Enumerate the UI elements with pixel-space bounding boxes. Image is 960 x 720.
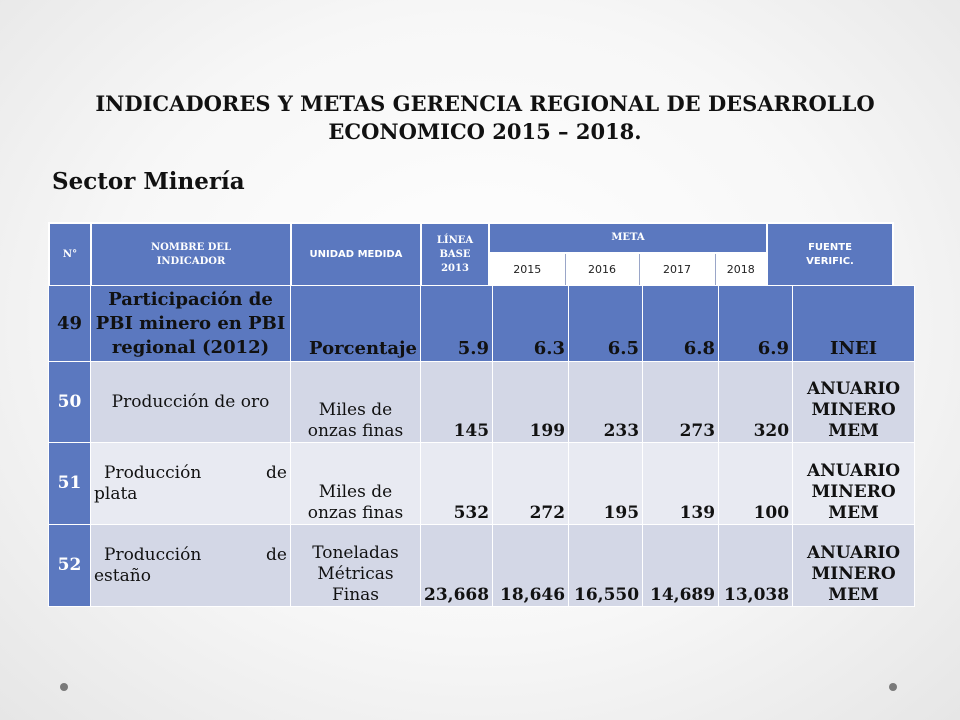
indicator-name-line-2: estaño xyxy=(94,565,151,586)
baseline-value: 23,668 xyxy=(421,525,493,607)
indicator-table-body xyxy=(48,285,915,607)
target-2015: 199 xyxy=(493,362,569,443)
table-row xyxy=(49,525,915,607)
unit-of-measure xyxy=(291,443,421,525)
source-line-3: MEM xyxy=(828,421,879,441)
target-2018: 13,038 xyxy=(719,525,793,607)
right-decorative-dot xyxy=(889,683,897,691)
source-line-2: MINERO xyxy=(811,482,896,502)
header-indicator-name xyxy=(91,223,291,286)
title-line-1: INDICADORES Y METAS GERENCIA REGIONAL DE DESARROLLO xyxy=(95,91,875,116)
indicator-name xyxy=(91,525,291,607)
header-source-line-1: FUENTE xyxy=(808,241,852,253)
indicator-name-line-2: PBI minero en PBI xyxy=(95,312,286,334)
source-line-3: MEM xyxy=(828,503,879,523)
row-number: 51 xyxy=(49,443,91,525)
row-number: 50 xyxy=(49,362,91,443)
table-row xyxy=(49,362,915,443)
source-line-3: MEM xyxy=(828,585,879,605)
unit-line-2: onzas finas xyxy=(307,503,404,523)
unit-line-1: Miles de xyxy=(318,482,393,502)
indicator-name xyxy=(91,443,291,525)
baseline-value: 145 xyxy=(421,362,493,443)
source-line-2: MINERO xyxy=(811,400,896,420)
target-2016: 6.5 xyxy=(569,286,643,362)
target-2017: 273 xyxy=(643,362,719,443)
indicator-name-line-3: regional (2012) xyxy=(111,336,270,358)
header-base-line-1: LÍNEA xyxy=(436,234,474,246)
indicator-name-word-1: Producción xyxy=(104,544,202,565)
target-2016: 233 xyxy=(569,362,643,443)
verification-source xyxy=(793,525,915,607)
target-2017: 139 xyxy=(643,443,719,525)
header-base-line-3: 2013 xyxy=(441,262,469,274)
title-line-2: ECONOMICO 2015 – 2018. xyxy=(328,119,642,144)
target-2018: 320 xyxy=(719,362,793,443)
indicator-name-line-1: Participación de xyxy=(108,288,273,310)
target-2016: 16,550 xyxy=(569,525,643,607)
header-name-line-1: NOMBRE DEL xyxy=(150,241,232,253)
header-meta: META xyxy=(489,223,767,253)
unit-of-measure xyxy=(291,362,421,443)
unit-line-2: onzas finas xyxy=(307,421,404,441)
indicator-name: Producción de oro xyxy=(91,362,291,443)
verification-source xyxy=(793,443,915,525)
header-source-line-2: VERIFIC. xyxy=(806,255,854,267)
target-2017: 14,689 xyxy=(643,525,719,607)
indicator-name-word-1: Producción xyxy=(104,462,202,483)
table-row xyxy=(49,443,915,525)
unit-line-1: Toneladas xyxy=(312,543,399,563)
target-2015: 272 xyxy=(493,443,569,525)
left-decorative-dot xyxy=(60,683,68,691)
source-line-1: ANUARIO xyxy=(807,543,901,563)
indicator-name-word-2: de xyxy=(266,462,287,483)
baseline-value: 532 xyxy=(421,443,493,525)
target-2017: 6.8 xyxy=(643,286,719,362)
row-number: 52 xyxy=(49,525,91,607)
header-base-line-2: BASE xyxy=(439,248,471,260)
page-title xyxy=(60,90,910,146)
target-2018: 6.9 xyxy=(719,286,793,362)
unit-line-3: Finas xyxy=(331,585,380,605)
unit-line-2: Métricas xyxy=(317,564,394,584)
header-unit: UNIDAD MEDIDA xyxy=(291,223,421,286)
indicator-name-line-1 xyxy=(94,463,287,484)
target-2015: 6.3 xyxy=(493,286,569,362)
indicator-name-line-1 xyxy=(94,545,287,566)
row-number: 49 xyxy=(49,286,91,362)
unit-line-1: Miles de xyxy=(318,400,393,420)
header-name-line-2: INDICADOR xyxy=(156,255,226,267)
source-line-1: ANUARIO xyxy=(807,461,901,481)
header-year-2016: 2016 xyxy=(565,253,639,286)
header-year-2017: 2017 xyxy=(639,253,715,286)
indicator-name-line-2: plata xyxy=(94,483,138,504)
indicator-table-header xyxy=(48,222,894,287)
section-subtitle: Sector Minería xyxy=(52,168,245,195)
unit-of-measure: Porcentaje xyxy=(291,286,421,362)
header-year-2018: 2018 xyxy=(715,253,767,286)
header-source xyxy=(767,223,893,286)
table-row xyxy=(49,286,915,362)
unit-of-measure xyxy=(291,525,421,607)
verification-source xyxy=(793,362,915,443)
target-2018: 100 xyxy=(719,443,793,525)
indicator-name-word-2: de xyxy=(266,544,287,565)
indicator-name xyxy=(91,286,291,362)
source-line-2: MINERO xyxy=(811,564,896,584)
target-2016: 195 xyxy=(569,443,643,525)
header-baseline xyxy=(421,223,489,286)
header-year-2015: 2015 xyxy=(489,253,565,286)
baseline-value: 5.9 xyxy=(421,286,493,362)
verification-source: INEI xyxy=(793,286,915,362)
header-num: N° xyxy=(49,223,91,286)
source-line-1: ANUARIO xyxy=(807,379,901,399)
target-2015: 18,646 xyxy=(493,525,569,607)
